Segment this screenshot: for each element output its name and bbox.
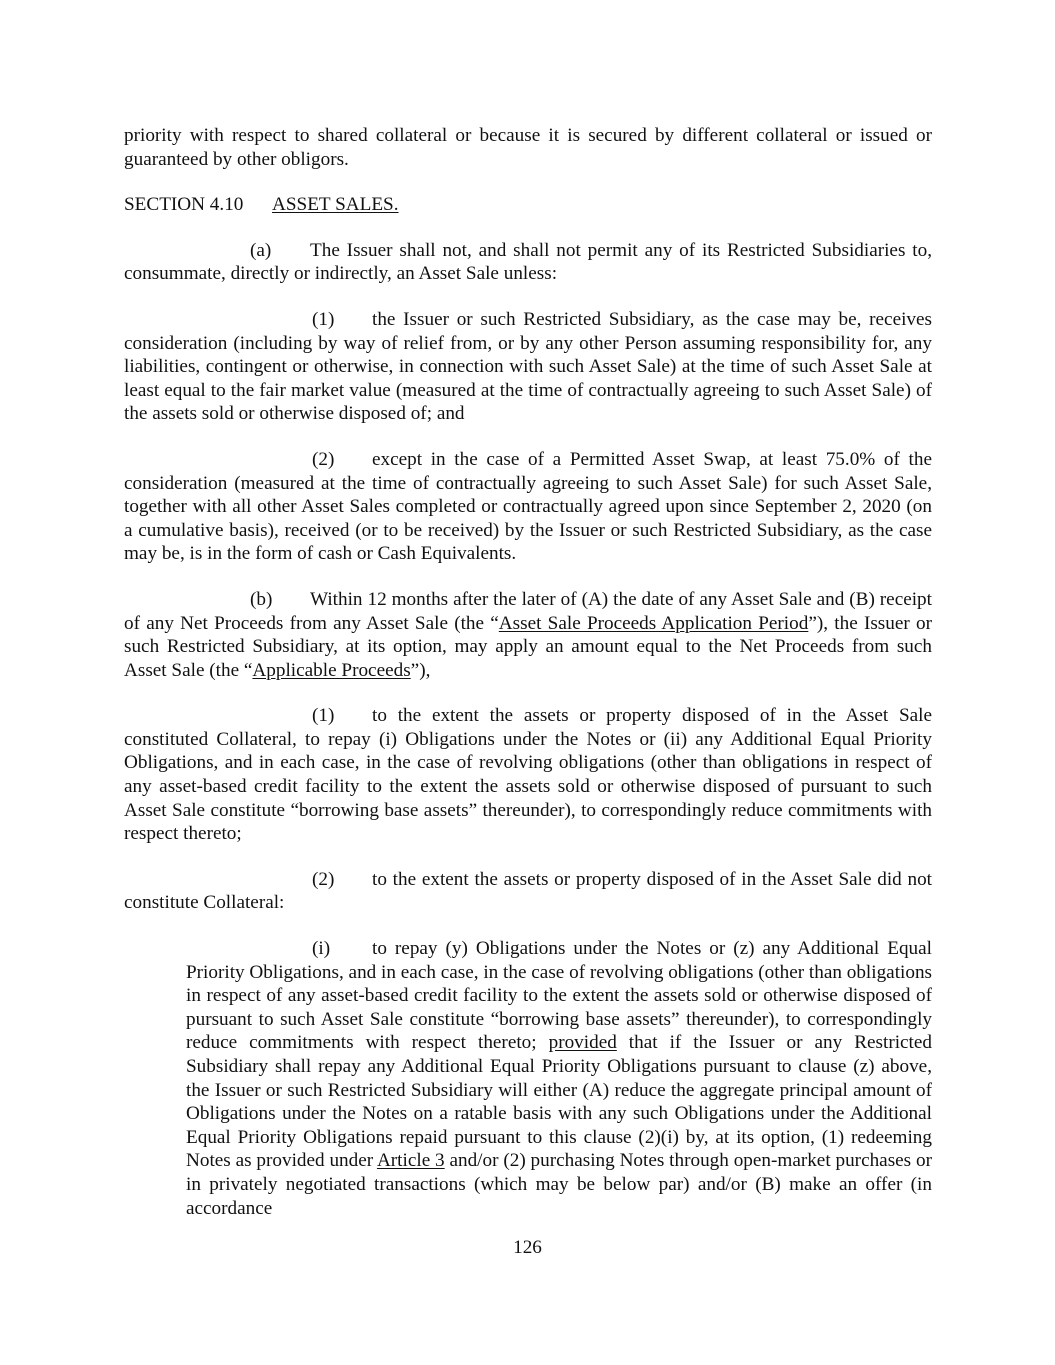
paragraph-b-text-1: Within 12 months after the later of (A) the date of any Asset Sale and (B) receipt of any Net Proceeds from any Asset Sale (the “ [124,588,932,634]
defined-term-provided: provided [548,1032,617,1054]
paragraph-b-2-i-text-1: to repay (y) Obligations under the Notes or (z) any Additional Equal Priority Obligations, and in each case, in the case of revolving obligations (other than obligations in respect of any asset-based credit facility to the extent the assets sold or otherwise disposed of pursuant to such Asset Sale constitute “borrowing base assets” thereunder), to correspondingly reduce commitments with respect thereto; [186,938,933,1054]
paragraph-b-2-i-text-2: that if the Issuer or any Restricted Subsidiary shall repay any Additional Equal Priority Obligations pursuant to clause (z) above, the Issuer or such Restricted Subsidiary will either (A) reduce the aggregate principal amount of Obligations under the Notes on a ratable basis with any such Obligations under the Additional Equal Priority Obligations repaid pursuant to this clause (2)(i) by, at its option, (1) redeeming Notes as provided under [186,1032,933,1172]
paragraph-a-1-text: the Issuer or such Restricted Subsidiary, as the case may be, receives consideration (including by way of relief from, or by any other Person assuming responsibility for, any liabilities, contingent or otherwise, in connection with such Asset Sale) at the time of such Asset Sale at least equal to the fair market value (measured at the time of contractually agreeing to such Asset Sale) of the assets sold or otherwise disposed of; and [124,308,932,425]
document-page [124,124,932,1220]
paragraph-b-text-2: ”), the Issuer or such Restricted Subsidiary, at its option, may apply an amount equal to the Net Proceeds from such Asset Sale (the “ [124,612,933,681]
section-heading [124,193,932,217]
cross-reference-article-3: Article 3 [376,1150,445,1172]
paragraph-b-2 [124,868,932,915]
paragraph-a-2-text: except in the case of a Permitted Asset Swap, at least 75.0% of the consideration (measured at the time of contractually agreeing to such Asset Sale) for such Asset Sale, together with all other Asset Sales completed or contractually agreed upon since September 2, 2020 (on a cumulative basis), received (or to be received) by the Issuer or such Restricted Subsidiary, as the case may be, is in the form of cash or Cash Equivalents. [124,448,932,565]
paragraph-a-2-label: (2) [312,448,335,470]
paragraph-b-2-i-text-3: and/or (2) purchasing Notes through open-market purchases or in privately negotiated transactions (which may be below par) and/or (B) make an offer (in accordance [186,1150,932,1219]
paragraph-a-1 [124,308,932,426]
paragraph-a-label: (a) [250,239,272,261]
paragraph-a-1-label: (1) [312,308,335,330]
paragraph-a-text: The Issuer shall not, and shall not permit any of its Restricted Subsidiaries to, consummate, directly or indirectly, an Asset Sale unless: [124,239,932,285]
defined-term-applicable-proceeds: Applicable Proceeds [252,659,411,681]
continuation-paragraph: priority with respect to shared collateral or because it is secured by different collateral or issued or guaranteed by other obligors. [124,125,932,170]
defined-term-asset-sale-proceeds-application-period: Asset Sale Proceeds Application Period [498,612,809,634]
paragraph-b-2-text: to the extent the assets or property disposed of in the Asset Sale did not constitute Collateral: [124,868,932,914]
page-number: 126 [513,1237,542,1258]
paragraph-b-1-text: to the extent the assets or property disposed of in the Asset Sale constituted Collateral, to repay (i) Obligations under the Notes or (ii) any Additional Equal Priority Obligations, and in each case, in the case of revolving obligations (other than obligations in respect of any asset-based credit facility to the extent the assets sold or otherwise disposed of pursuant to such Asset Sale constitute “borrowing base assets” thereunder), to correspondingly reduce commitments with respect thereto; [124,705,932,845]
section-number: SECTION 4.10 [124,194,244,216]
paragraph-a [124,239,932,286]
paragraph-a-2 [124,448,932,566]
paragraph-b-1-label: (1) [312,705,335,727]
paragraph-b-label: (b) [250,588,273,610]
paragraph-b [124,588,932,682]
section-title: ASSET SALES. [272,194,399,216]
paragraph-b-2-i-label: (i) [312,938,331,960]
paragraph-b-2-label: (2) [312,868,335,890]
paragraph-b-text-3: ”), [410,659,431,681]
paragraph-b-2-i [124,937,932,1220]
paragraph-b-1 [124,704,932,846]
